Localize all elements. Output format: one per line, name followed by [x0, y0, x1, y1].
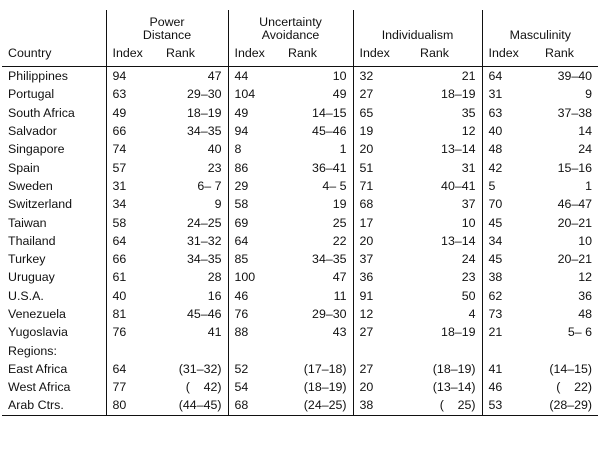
header-rank: Rank — [166, 46, 195, 60]
pd-rank-cell: ( 42) — [185, 380, 222, 395]
ua-rank-cell: 47 — [332, 270, 347, 285]
mas-rank-cell: 15–16 — [557, 160, 593, 175]
country-cell: Thailand — [8, 233, 56, 248]
pd-rank-cell: 40 — [207, 142, 222, 157]
pd-rank-cell: 34–35 — [187, 124, 222, 139]
pd-rank-cell: 47 — [207, 69, 222, 84]
country-cell: Salvador — [8, 124, 57, 139]
ua-rank-cell: 14–15 — [312, 105, 347, 120]
ua-index-cell: 85 — [228, 250, 274, 268]
idv-rank-cell: 21 — [461, 69, 476, 84]
mas-rank-cell: 20–21 — [557, 215, 593, 230]
table-row — [2, 104, 598, 122]
table-row — [2, 268, 598, 286]
country-cell: Philippines — [8, 69, 68, 84]
mas-index-cell: 34 — [482, 232, 527, 250]
ua-rank-cell: 1 — [339, 142, 347, 157]
ua-rank-cell: 45–46 — [312, 124, 347, 139]
idv-rank-cell: 13–14 — [441, 142, 476, 157]
idv-index-cell: 20 — [353, 232, 398, 250]
country-cell: U.S.A. — [8, 288, 44, 303]
mas-rank-cell: 46–47 — [557, 197, 593, 212]
table-row — [2, 396, 598, 415]
table-row — [2, 341, 598, 359]
country-cell: Singapore — [8, 142, 65, 157]
table-row — [2, 158, 598, 176]
header-index: Index — [228, 44, 274, 67]
idv-index-cell: 27 — [353, 360, 398, 378]
header-index: Index — [106, 44, 152, 67]
ua-rank-cell: 4– 5 — [322, 178, 347, 193]
idv-index-cell: 68 — [353, 195, 398, 213]
table-row — [2, 195, 598, 213]
pd-rank-cell: (44–45) — [152, 396, 228, 415]
pd-rank-cell: 23 — [207, 160, 222, 175]
ua-index-cell: 76 — [228, 305, 274, 323]
pd-index-cell: 58 — [106, 213, 152, 231]
ua-index-cell: 29 — [228, 177, 274, 195]
header-masculinity: Masculinity — [482, 10, 598, 44]
country-cell: Arab Ctrs. — [2, 396, 106, 415]
idv-index-cell: 71 — [353, 177, 398, 195]
pd-index-cell: 80 — [106, 396, 152, 415]
table-row — [2, 232, 598, 250]
pd-rank-cell: 29–30 — [187, 87, 222, 102]
pd-rank-cell: 34–35 — [187, 252, 222, 267]
ua-index-cell: 88 — [228, 323, 274, 341]
idv-index-cell: 51 — [353, 158, 398, 176]
mas-rank-cell: (14–15) — [549, 361, 593, 376]
header-rank: Rank — [545, 46, 574, 60]
country-cell: Venezuela — [8, 307, 66, 321]
header-individualism: Individualism — [353, 10, 482, 44]
mas-rank-cell: 1 — [585, 178, 593, 193]
mas-rank-cell — [527, 341, 598, 359]
pd-index-cell: 64 — [106, 232, 152, 250]
idv-rank-cell: 40–41 — [441, 178, 476, 193]
idv-index-cell: 17 — [353, 213, 398, 231]
idv-rank-cell: (13–14) — [432, 380, 476, 395]
header-rank: Rank — [288, 46, 317, 60]
header-subcolumn-row — [2, 44, 598, 67]
idv-rank-cell: 10 — [461, 215, 476, 230]
idv-rank-cell: 18–19 — [441, 87, 476, 102]
idv-index-cell: 65 — [353, 104, 398, 122]
pd-index-cell: 61 — [106, 268, 152, 286]
idv-index-cell: 38 — [353, 396, 398, 415]
idv-index-cell: 32 — [353, 67, 398, 86]
pd-index-cell: 77 — [106, 378, 152, 396]
idv-rank-cell: 24 — [461, 252, 476, 267]
pd-index-cell: 76 — [106, 323, 152, 341]
pd-rank-cell: 6– 7 — [197, 178, 222, 193]
country-cell: Taiwan — [8, 215, 47, 230]
pd-rank-cell: 45–46 — [187, 307, 222, 321]
ua-rank-cell: 19 — [332, 197, 347, 212]
pd-rank-cell: 41 — [207, 325, 222, 340]
mas-index-cell: 42 — [482, 158, 527, 176]
pd-rank-cell: 24–25 — [187, 215, 222, 230]
idv-rank-cell: (18–19) — [432, 361, 476, 376]
ua-rank-cell: (18–19) — [303, 380, 347, 395]
country-cell: Uruguay — [8, 270, 55, 285]
country-cell: Switzerland — [8, 197, 73, 212]
table-header — [2, 10, 598, 67]
table-row — [2, 305, 598, 323]
ua-index-cell: 69 — [228, 213, 274, 231]
idv-rank-cell: 50 — [461, 288, 476, 303]
pd-index-cell: 74 — [106, 140, 152, 158]
table-row — [2, 287, 598, 305]
idv-rank-cell — [398, 341, 482, 359]
ua-rank-cell: 34–35 — [312, 252, 347, 267]
header-index: Index — [353, 44, 398, 67]
ua-rank-cell: 11 — [333, 288, 347, 303]
pd-rank-cell: 28 — [207, 270, 222, 285]
table-row — [2, 85, 598, 103]
pd-index-cell: 49 — [106, 104, 152, 122]
ua-rank-cell: 49 — [332, 87, 347, 102]
idv-index-cell: 20 — [353, 378, 398, 396]
country-cell: East Africa — [8, 361, 68, 376]
pd-index-cell: 66 — [106, 250, 152, 268]
pd-index-cell: 40 — [106, 287, 152, 305]
country-cell: Portugal — [8, 87, 55, 102]
mas-index-cell: 70 — [482, 195, 527, 213]
mas-index-cell: 5 — [482, 177, 527, 195]
mas-index-cell: 31 — [482, 85, 527, 103]
ua-rank-cell: 25 — [332, 215, 347, 230]
country-cell: West Africa — [8, 380, 71, 395]
mas-index-cell: 73 — [482, 305, 527, 323]
ua-index-cell: 54 — [228, 378, 274, 396]
pd-rank-cell: 9 — [214, 197, 222, 212]
pd-index-cell — [106, 341, 152, 359]
pd-rank-cell: 18–19 — [187, 105, 222, 120]
table-row — [2, 360, 598, 378]
pd-index-cell: 64 — [106, 360, 152, 378]
pd-rank-cell: 31–32 — [187, 233, 222, 248]
ua-index-cell: 52 — [228, 360, 274, 378]
country-cell: Regions: — [8, 343, 57, 358]
country-cell: Yugoslavia — [8, 325, 68, 340]
table-row — [2, 250, 598, 268]
pd-index-cell: 31 — [106, 177, 152, 195]
ua-rank-cell: 22 — [332, 233, 347, 248]
mas-index-cell: 38 — [482, 268, 527, 286]
pd-rank-cell — [152, 341, 228, 359]
mas-index-cell: 45 — [482, 250, 527, 268]
idv-index-cell: 27 — [353, 323, 398, 341]
ua-index-cell: 58 — [228, 195, 274, 213]
country-cell: Turkey — [8, 252, 46, 267]
table-row — [2, 140, 598, 158]
idv-rank-cell: 13–14 — [441, 233, 476, 248]
mas-rank-cell: (28–29) — [527, 396, 598, 415]
mas-rank-cell: 37–38 — [557, 105, 593, 120]
idv-rank-cell: 37 — [461, 197, 476, 212]
mas-rank-cell: 20–21 — [557, 252, 593, 267]
ua-index-cell: 46 — [228, 287, 274, 305]
header-rank: Rank — [420, 46, 449, 60]
idv-rank-cell: 31 — [461, 160, 476, 175]
idv-index-cell: 27 — [353, 85, 398, 103]
idv-index-cell: 37 — [353, 250, 398, 268]
header-power-distance: Power Distance — [106, 10, 228, 44]
idv-rank-cell: 35 — [461, 105, 476, 120]
mas-rank-cell: 14 — [578, 124, 593, 139]
ua-rank-cell: (24–25) — [274, 396, 353, 415]
ua-index-cell: 100 — [228, 268, 274, 286]
mas-index-cell: 46 — [482, 378, 527, 396]
pd-rank-cell: 16 — [207, 288, 222, 303]
mas-rank-cell: 9 — [585, 87, 593, 102]
mas-rank-cell: 10 — [578, 233, 593, 248]
ua-index-cell: 49 — [228, 104, 274, 122]
ua-index-cell: 104 — [228, 85, 274, 103]
pd-index-cell: 81 — [106, 305, 152, 323]
mas-index-cell: 64 — [482, 67, 527, 86]
header-country: Country — [8, 46, 52, 60]
header-index: Index — [482, 44, 527, 67]
mas-rank-cell: 48 — [578, 307, 593, 321]
mas-rank-cell: ( 22) — [556, 380, 593, 395]
table-row — [2, 67, 598, 86]
table-row — [2, 177, 598, 195]
country-cell: South Africa — [8, 105, 75, 120]
ua-index-cell — [228, 341, 274, 359]
idv-index-cell: 36 — [353, 268, 398, 286]
idv-rank-cell: 12 — [461, 124, 476, 139]
ua-rank-cell: 29–30 — [312, 307, 347, 321]
ua-index-cell: 86 — [228, 158, 274, 176]
ua-rank-cell — [274, 341, 353, 359]
mas-index-cell: 41 — [482, 360, 527, 378]
country-cell: Spain — [8, 160, 40, 175]
pd-index-cell: 34 — [106, 195, 152, 213]
mas-index-cell: 45 — [482, 213, 527, 231]
idv-index-cell — [353, 341, 398, 359]
table-row — [2, 122, 598, 140]
table-body — [2, 67, 598, 416]
pd-index-cell: 63 — [106, 85, 152, 103]
ua-rank-cell: 43 — [332, 325, 347, 340]
ua-index-cell: 44 — [228, 67, 274, 86]
pd-index-cell: 66 — [106, 122, 152, 140]
mas-rank-cell: 36 — [578, 288, 593, 303]
ua-rank-cell: 10 — [332, 69, 347, 84]
idv-rank-cell: 23 — [461, 270, 476, 285]
ua-rank-cell: 36–41 — [312, 160, 347, 175]
header-uncertainty-avoidance: Uncertainty Avoidance — [228, 10, 353, 44]
mas-index-cell: 48 — [482, 140, 527, 158]
mas-index-cell: 21 — [482, 323, 527, 341]
idv-index-cell: 19 — [353, 122, 398, 140]
table-row — [2, 378, 598, 396]
country-cell: Sweden — [8, 178, 53, 193]
ua-index-cell: 8 — [228, 140, 274, 158]
mas-rank-cell: 12 — [578, 270, 593, 285]
pd-index-cell: 57 — [106, 158, 152, 176]
mas-index-cell: 63 — [482, 104, 527, 122]
idv-rank-cell: 18–19 — [441, 325, 476, 340]
idv-index-cell: 12 — [353, 305, 398, 323]
mas-index-cell — [482, 341, 527, 359]
table-row — [2, 213, 598, 231]
header-group-row — [2, 10, 598, 44]
pd-index-cell: 94 — [106, 67, 152, 86]
mas-index-cell: 40 — [482, 122, 527, 140]
idv-index-cell: 91 — [353, 287, 398, 305]
mas-index-cell: 62 — [482, 287, 527, 305]
ua-index-cell: 68 — [228, 396, 274, 415]
idv-index-cell: 20 — [353, 140, 398, 158]
ua-index-cell: 64 — [228, 232, 274, 250]
ua-rank-cell: (17–18) — [303, 361, 347, 376]
mas-rank-cell: 5– 6 — [567, 325, 593, 340]
idv-rank-cell: 4 — [468, 307, 476, 321]
mas-rank-cell: 39–40 — [557, 69, 593, 84]
table-row — [2, 323, 598, 341]
cultural-dimensions-table — [2, 10, 598, 416]
mas-index-cell: 53 — [482, 396, 527, 415]
idv-rank-cell: ( 25) — [398, 396, 482, 415]
ua-index-cell: 94 — [228, 122, 274, 140]
mas-rank-cell: 24 — [578, 142, 593, 157]
pd-rank-cell: (31–32) — [178, 361, 222, 376]
